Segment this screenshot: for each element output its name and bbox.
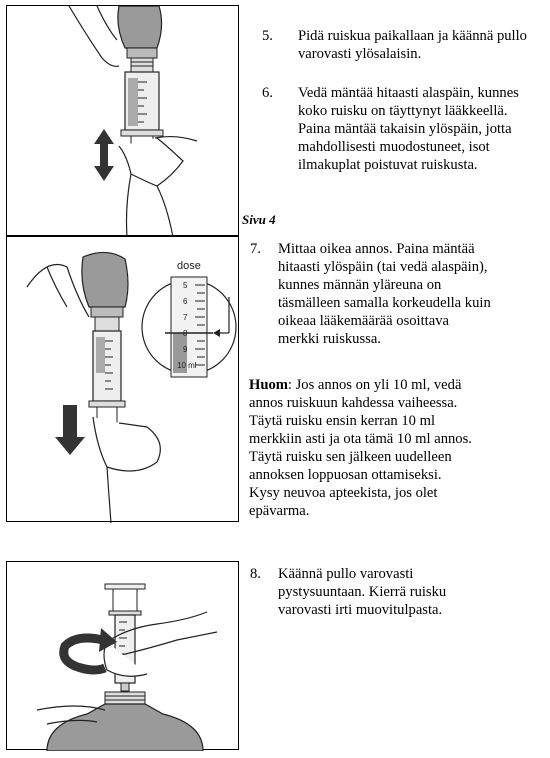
step-line: varovasti irti muovitulpasta. xyxy=(278,602,443,618)
step-number: 7. xyxy=(250,241,261,257)
note-line: epävarma. xyxy=(249,503,310,519)
step-number: 8. xyxy=(250,566,261,582)
tick-label: 6 xyxy=(183,297,188,306)
step-line: Käännä pullo varovasti xyxy=(278,566,414,582)
step-line: täsmälleen samalla korkeudella kuin xyxy=(278,295,491,311)
figure-step-8 xyxy=(6,561,239,750)
note-line: : Jos annos on yli 10 ml, vedä xyxy=(287,377,462,393)
unscrew-syringe-illustration xyxy=(7,562,240,751)
step-line: varovasti ylösalaisin. xyxy=(298,46,422,62)
tick-label: 10 ml xyxy=(177,361,197,370)
step-line: pystysuuntaan. Kierrä ruisku xyxy=(278,584,447,600)
measure-dose-illustration xyxy=(7,237,240,523)
step-line: kunnes männän yläreuna on xyxy=(278,277,442,293)
note-line: merkkiin asti ja ota tämä 10 ml annos. xyxy=(249,431,472,447)
syringe-fill-illustration xyxy=(7,6,240,237)
tick-label: 9 xyxy=(183,345,188,354)
step-line: koko ruisku on täyttynyt lääkkeellä. xyxy=(298,103,508,119)
step-number: 5. xyxy=(262,28,273,44)
note-label: Huom xyxy=(249,377,288,393)
note-paragraph xyxy=(249,376,544,520)
tick-label: 5 xyxy=(183,281,188,290)
dose-label: dose xyxy=(177,260,201,272)
step-line: Mittaa oikea annos. Paina mäntää xyxy=(278,241,475,257)
step-line: oikeaa lääkemäärää osoittava xyxy=(278,313,449,329)
step-line: Vedä mäntää hitaasti alaspäin, kunnes xyxy=(298,85,519,101)
step-line: ilmakuplat poistuvat ruiskusta. xyxy=(298,157,478,173)
note-line: Täytä ruisku sen jälkeen uudelleen xyxy=(249,449,452,465)
note-line: Täytä ruisku ensin kerran 10 ml xyxy=(249,413,436,429)
note-line: Kysy neuvoa apteekista, jos olet xyxy=(249,485,438,501)
step-line: hitaasti ylöspäin (tai vedä alaspäin), xyxy=(278,259,488,275)
step-number: 6. xyxy=(262,85,273,101)
note-line: annoksen loppuosan ottamiseksi. xyxy=(249,467,442,483)
page-label: Sivu 4 xyxy=(242,212,276,227)
step-line: Pidä ruiskua paikallaan ja käännä pullo xyxy=(298,28,527,44)
note-line: annos ruiskuun kahdessa vaiheessa. xyxy=(249,395,458,411)
tick-label: 8 xyxy=(183,329,188,338)
step-line: merkki ruiskussa. xyxy=(278,331,381,347)
figure-step-7 xyxy=(6,236,239,522)
down-arrow-icon xyxy=(55,405,85,455)
step-line: mahdollisesti muodostuneet, isot xyxy=(298,139,490,155)
figure-step-6 xyxy=(6,5,239,236)
up-down-arrow-icon xyxy=(94,129,114,181)
tick-label: 7 xyxy=(183,313,188,322)
step-line: Paina mäntää takaisin ylöspäin, jotta xyxy=(298,121,512,137)
